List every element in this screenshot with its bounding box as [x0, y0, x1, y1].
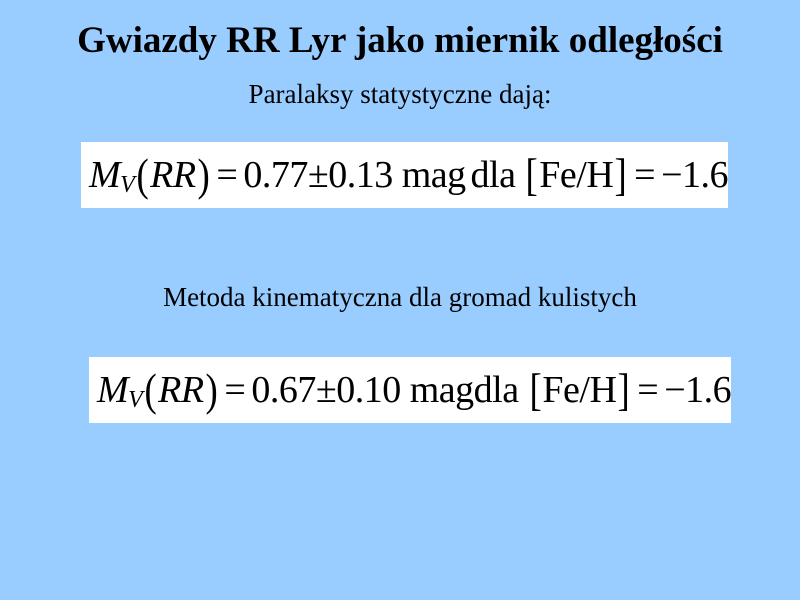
statistical-parallax-label: Paralaksy statystyczne dają:: [248, 79, 552, 109]
open-bracket: [: [529, 364, 541, 415]
formula-kinematic-method: M V ( RR ) = 0.67 ± 0.10 mag dla [ Fe/H ] = −1.6: [89, 357, 731, 423]
formula-value: 0.77: [243, 154, 308, 196]
kinematic-method-label: Metoda kinematyczna dla gromad kulistych: [163, 282, 637, 312]
formula-argument: RR: [158, 369, 204, 411]
metallicity-value: −1.6: [661, 154, 728, 196]
formula-subscript: V: [128, 387, 143, 413]
metallicity-value: −1.6: [664, 369, 731, 411]
plus-minus-sign: ±: [315, 369, 337, 411]
formula-condition: dla: [473, 369, 519, 411]
formula-unit: mag: [409, 369, 474, 411]
metallicity-label: Fe/H: [539, 154, 614, 196]
formula-condition: dla: [470, 154, 516, 196]
open-bracket: [: [525, 149, 538, 200]
plus-minus-sign: ±: [307, 154, 329, 196]
formula-unit: mag: [401, 154, 466, 196]
close-bracket: ]: [617, 364, 630, 415]
formula-statistical-parallax: M V ( RR ) = 0.77 ± 0.13 mag dla [ Fe/H ] = −1.6: [81, 142, 728, 208]
formula-argument: RR: [150, 154, 196, 196]
formula-symbol: M: [89, 154, 121, 196]
open-paren: (: [136, 149, 149, 200]
close-bracket: ]: [614, 149, 627, 200]
formula-subscript: V: [120, 172, 135, 198]
open-paren: (: [144, 364, 157, 415]
slide-title: Gwiazdy RR Lyr jako miernik odległości: [77, 20, 723, 61]
formula-symbol: M: [97, 369, 129, 411]
formula-error: 0.10: [336, 369, 401, 411]
equals-sign: =: [216, 154, 238, 196]
close-paren: ): [197, 149, 209, 200]
close-paren: ): [205, 364, 217, 415]
equals-sign: =: [224, 369, 246, 411]
formula-error: 0.13: [328, 154, 393, 196]
formula-value: 0.67: [251, 369, 316, 411]
metallicity-label: Fe/H: [542, 369, 617, 411]
